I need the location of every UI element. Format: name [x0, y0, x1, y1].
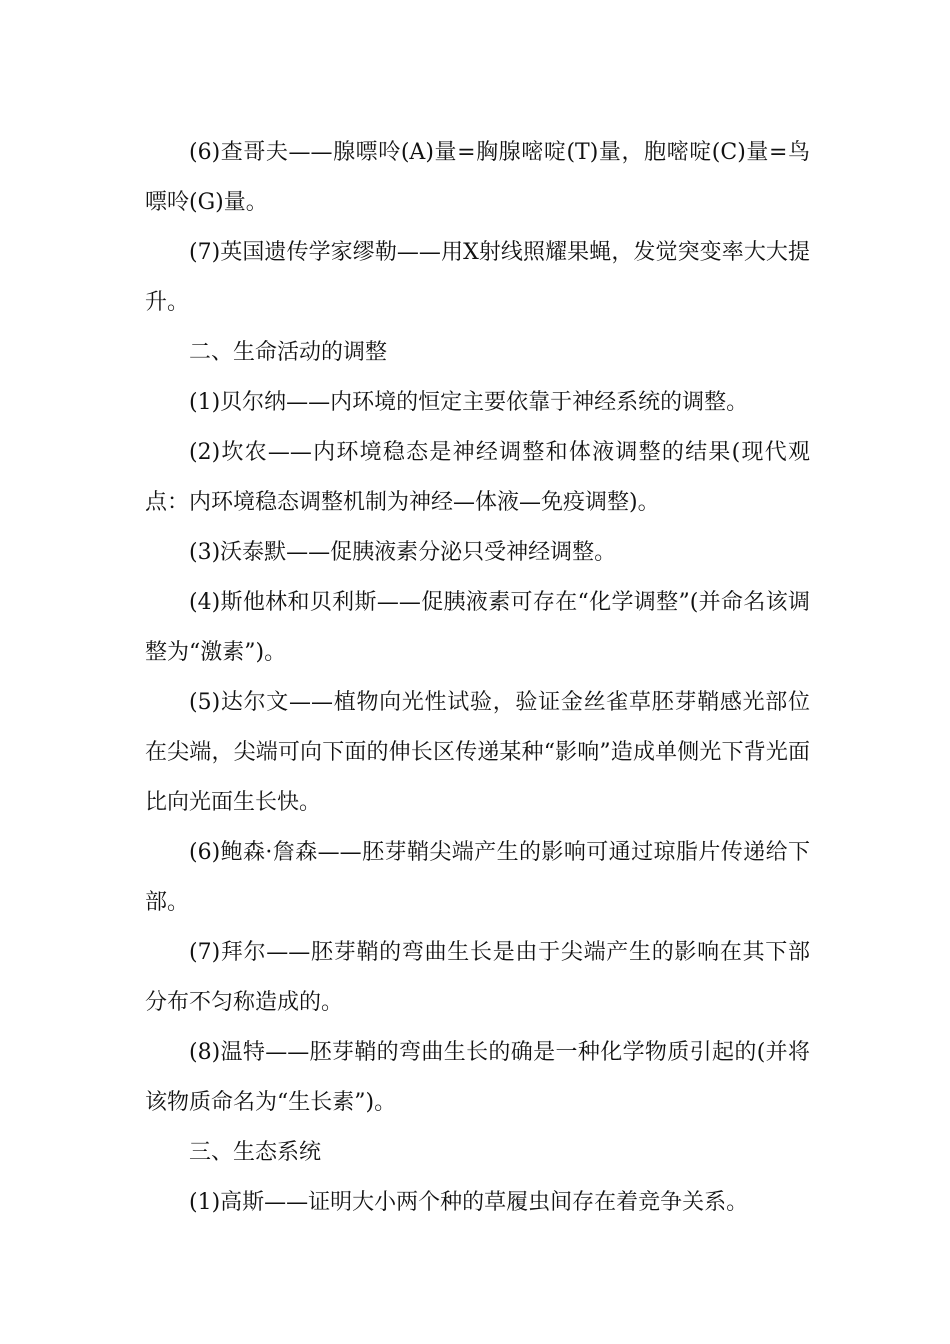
section-heading-ecosystem: 三、生态系统 [189, 1140, 322, 1165]
paragraph-gause: (1)高斯——证明大小两个种的草履虫间存在着竞争关系。 [189, 1190, 749, 1215]
paragraph-darwin: (5)达尔文——植物向光性试验，验证金丝雀草胚芽鞘感光部位在尖端，尖端可向下面的伸长区传递某种“影响”造成单侧光下背光面比向光面生长快。 [145, 690, 810, 815]
paragraph-cannon: (2)坎农——内环境稳态是神经调整和体液调整的结果(现代观点：内环境稳态调整机制为神经—体液—免疫调整)。 [145, 440, 810, 515]
paragraph-went: (8)温特——胚芽鞘的弯曲生长的确是一种化学物质引起的(并将该物质命名为“生长素”)。 [145, 1040, 810, 1115]
paragraph-wertheimer: (3)沃泰默——促胰液素分泌只受神经调整。 [189, 540, 617, 565]
paragraph-boysen-jensen: (6)鲍森·詹森——胚芽鞘尖端产生的影响可通过琼脂片传递给下部。 [145, 840, 810, 915]
paragraph-paal: (7)拜尔——胚芽鞘的弯曲生长是由于尖端产生的影响在其下部分布不匀称造成的。 [145, 940, 810, 1015]
paragraph-starling-bayliss: (4)斯他林和贝利斯——促胰液素可存在“化学调整”(并命名该调整为“激素”)。 [145, 590, 810, 665]
section-heading-regulation: 二、生命活动的调整 [189, 340, 388, 365]
paragraph-muller: (7)英国遗传学家缪勒——用X射线照耀果蝇，发觉突变率大大提升。 [145, 240, 810, 315]
document-body [145, 128, 810, 1228]
paragraph-bernard: (1)贝尔纳——内环境的恒定主要依靠于神经系统的调整。 [189, 390, 749, 415]
paragraph-chargaff: (6)查哥夫——腺嘌呤(A)量=胸腺嘧啶(T)量，胞嘧啶(C)量=鸟嘌呤(G)量。 [145, 140, 810, 215]
